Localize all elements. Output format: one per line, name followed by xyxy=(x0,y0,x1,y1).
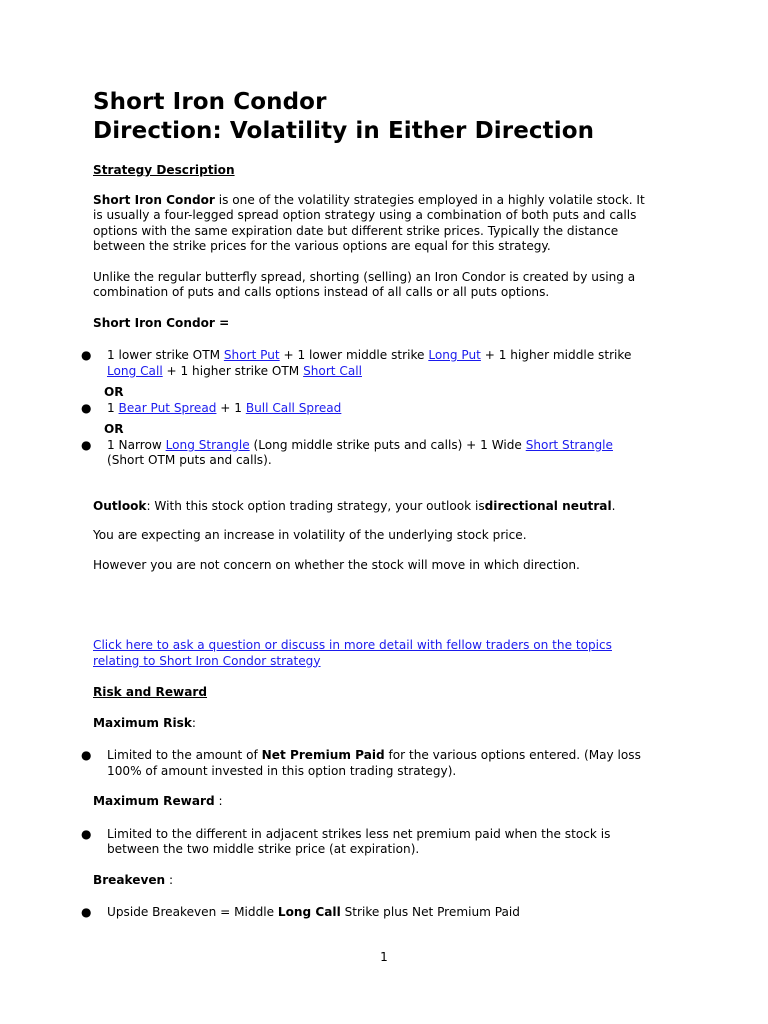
page-title xyxy=(93,88,653,146)
outlook-paragraph: Outlook: With this stock option trading strategy, your outlook isdirectional neutral. xyxy=(93,498,616,513)
risk-reward-heading: Risk and Reward xyxy=(93,685,208,699)
list-item-spreads: ● 1 Bear Put Spread + 1 Bull Call Spread xyxy=(81,400,342,415)
bullet-icon: ● xyxy=(81,905,92,919)
link-long-put[interactable]: Long Put xyxy=(428,348,481,362)
or-separator-1: OR xyxy=(104,385,124,399)
outlook-label: Outlook xyxy=(93,498,147,513)
description-text: is one of the volatility strategies employed in a highly volatile stock. It is usually a four-legged spread option strategy using a combination of both puts and calls options with the same expiration date but different strike prices. Typically the distance between the strike prices for the various options are equal for this strategy. xyxy=(93,192,645,253)
bullet-icon: ● xyxy=(81,826,92,841)
breakeven-label: Breakeven : xyxy=(93,872,174,887)
outlook-value: directional neutral xyxy=(484,498,612,513)
list-item-max-risk: ● Limited to the amount of Net Premium Paid for the various options entered. (May loss 100% of amount invested in this option trading strategy). xyxy=(81,748,641,778)
list-item-breakeven: ● Upside Breakeven = Middle Long Call Strike plus Net Premium Paid xyxy=(81,905,520,919)
link-short-call[interactable]: Short Call xyxy=(303,363,362,378)
description-lead: Short Iron Condor xyxy=(93,192,215,207)
page-number: 1 xyxy=(380,950,388,964)
bullet-icon: ● xyxy=(81,748,92,762)
document-page xyxy=(81,88,653,921)
description-paragraph xyxy=(93,193,653,255)
title-line-2: Direction: Volatility in Either Direction xyxy=(93,118,595,144)
link-long-call[interactable]: Long Call xyxy=(107,363,163,378)
discuss-link[interactable]: Click here to ask a question or discuss in more detail with fellow traders on the topics relating to Short Iron Condor strategy xyxy=(93,638,612,668)
bullet-icon: ● xyxy=(81,400,92,415)
bullet-icon: ● xyxy=(81,348,92,362)
list-item-strangles: ● 1 Narrow Long Strangle (Long middle strike puts and calls) + 1 Wide Short Strangle (Short OTM puts and calls). xyxy=(81,437,613,467)
link-short-strangle[interactable]: Short Strangle xyxy=(525,437,613,452)
expecting-paragraph: You are expecting an increase in volatility of the underlying stock price. xyxy=(93,528,527,542)
title-line-1: Short Iron Condor xyxy=(93,89,327,115)
formula-label: Short Iron Condor = xyxy=(93,315,230,330)
unlike-paragraph: Unlike the regular butterfly spread, shorting (selling) an Iron Condor is created by using a combination of puts and calls options instead of all calls or all puts options. xyxy=(93,269,636,299)
discuss-link-paragraph xyxy=(93,638,653,669)
link-bear-put-spread[interactable]: Bear Put Spread xyxy=(118,400,217,415)
list-item-iron-condor-legs: ● 1 lower strike OTM Short Put + 1 lower middle strike Long Put + 1 higher middle strike Long Call + 1 higher strike OTM Short Call xyxy=(81,348,632,378)
however-paragraph: However you are not concern on whether the stock will move in which direction. xyxy=(93,557,580,572)
strategy-description-heading: Strategy Description xyxy=(93,163,235,177)
list-item-max-reward: ● Limited to the different in adjacent strikes less net premium paid when the stock is between the two middle strike price (at expiration). xyxy=(81,826,611,856)
max-reward-label: Maximum Reward : xyxy=(93,794,223,808)
bullet-icon: ● xyxy=(81,437,92,452)
link-bull-call-spread[interactable]: Bull Call Spread xyxy=(245,400,342,415)
link-short-put[interactable]: Short Put xyxy=(223,348,280,362)
or-separator-2: OR xyxy=(104,422,124,436)
max-risk-label: Maximum Risk: xyxy=(93,715,196,730)
link-long-strangle[interactable]: Long Strangle xyxy=(165,437,250,452)
